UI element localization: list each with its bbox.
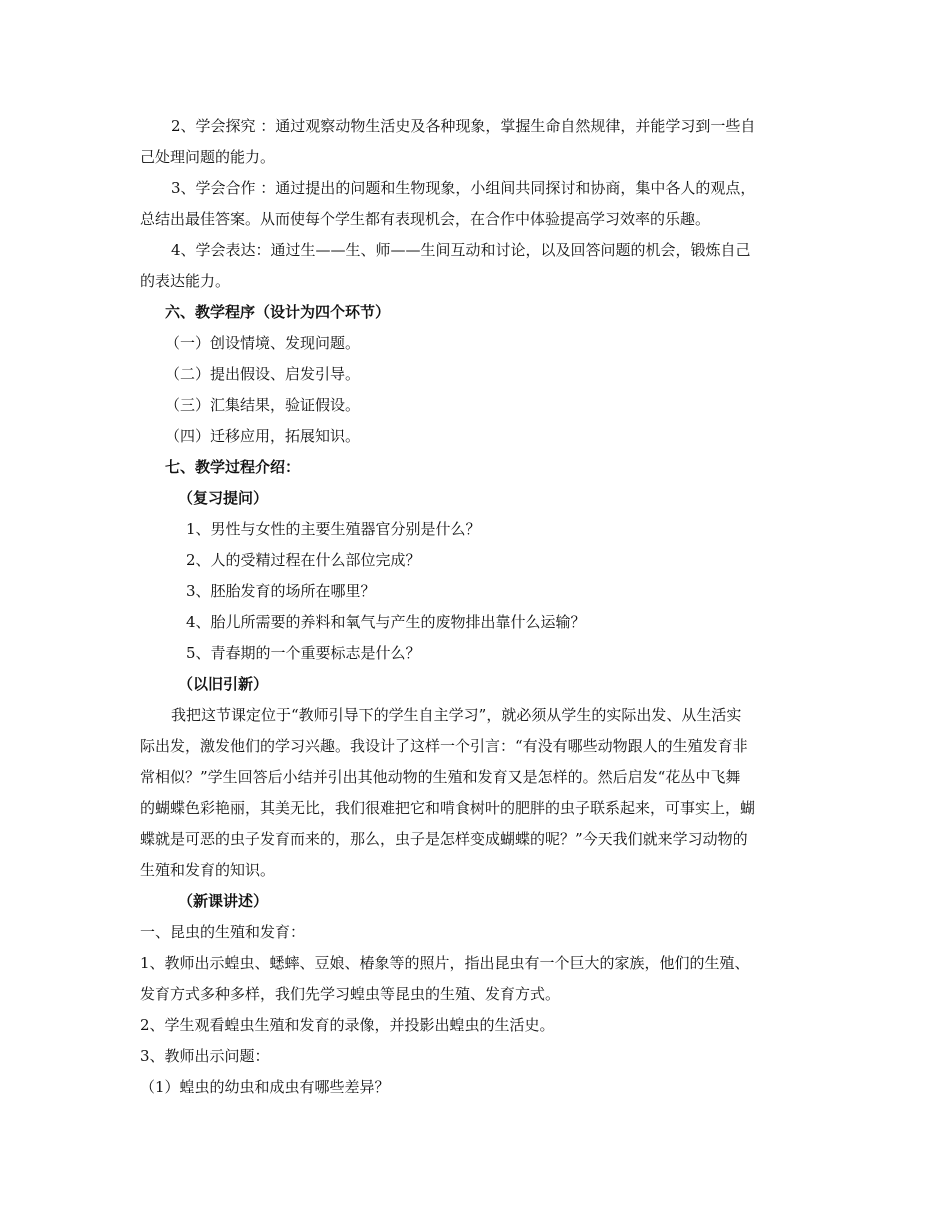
intro-paragraph-line-5: 蝶就是可恶的虫子发育而来的，那么，虫子是怎样变成蝴蝶的呢？”今天我们就来学习动物的 <box>140 830 748 848</box>
review-question-3: 3、胚胎发育的场所在哪里？ <box>186 582 376 600</box>
procedure-step-4: （四）迁移应用，拓展知识。 <box>165 427 361 445</box>
intro-paragraph-line-6: 生殖和发育的知识。 <box>140 861 276 879</box>
intro-paragraph-line-4: 的蝴蝶色彩艳丽，其美无比，我们很难把它和啃食树叶的肥胖的虫子联系起来，可事实上，蝴 <box>140 799 756 817</box>
section-heading-procedure: 六、教学程序（设计为四个环节） <box>165 303 391 321</box>
review-question-2: 2、人的受精过程在什么部位完成？ <box>186 551 421 569</box>
intro-paragraph-line-1: 我把这节课定位于“教师引导下的学生自主学习”，就必须从学生的实际出发、从生活实 <box>171 706 742 724</box>
review-question-1: 1、男性与女性的主要生殖器官分别是什么？ <box>186 520 481 538</box>
lesson-item-2: 2、学生观看蝗虫生殖和发育的录像，并投影出蝗虫的生活史。 <box>140 1016 555 1034</box>
paragraph-cooperation: 3、学会合作 ：通过提出的问题和生物现象，小组间共同探讨和协商，集中各人的观点， <box>171 179 756 197</box>
lesson-question-1: （1）蝗虫的幼虫和成虫有哪些差异？ <box>140 1078 390 1096</box>
procedure-step-1: （一）创设情境、发现问题。 <box>165 334 361 352</box>
paragraph-cooperation-cont: 总结出最佳答案。从而使每个学生都有表现机会，在合作中体验提高学习效率的乐趣。 <box>140 210 711 228</box>
intro-paragraph-line-2: 际出发，激发他们的学习兴趣。我设计了这样一个引言：“有没有哪些动物跟人的生殖发育非 <box>140 737 748 755</box>
procedure-step-3: （三）汇集结果，验证假设。 <box>165 396 361 414</box>
paragraph-inquiry-cont: 己处理问题的能力。 <box>140 148 276 166</box>
lesson-item-1-cont: 发育方式多种多样，我们先学习蝗虫等昆虫的生殖、发育方式。 <box>140 985 561 1003</box>
lesson-item-3: 3、教师出示问题： <box>140 1047 270 1065</box>
paragraph-expression: 4、学会表达：通过生——生、师——生间互动和讨论，以及回答问题的机会，锻炼自己 <box>171 241 751 259</box>
subheading-review: （复习提问） <box>178 489 269 507</box>
review-question-4: 4、胎儿所需要的养料和氧气与产生的废物排出靠什么运输？ <box>186 613 586 631</box>
procedure-step-2: （二）提出假设、启发引导。 <box>165 365 361 383</box>
paragraph-inquiry: 2、学会探究 ：通过观察动物生活史及各种现象，掌握生命自然规律，并能学习到一些自 <box>171 117 756 135</box>
lesson-section-insects: 一、昆虫的生殖和发育： <box>140 923 306 941</box>
lesson-item-1: 1、教师出示蝗虫、蟋蟀、豆娘、椿象等的照片，指出昆虫有一个巨大的家族，他们的生殖、 <box>140 954 750 972</box>
subheading-new-lesson: （新课讲述） <box>178 892 269 910</box>
paragraph-expression-cont: 的表达能力。 <box>140 272 231 290</box>
section-heading-process: 七、教学过程介绍： <box>165 458 301 476</box>
review-question-5: 5、青春期的一个重要标志是什么？ <box>186 644 421 662</box>
intro-paragraph-line-3: 常相似？”学生回答后小结并引出其他动物的生殖和发育又是怎样的。然后启发“花丛中飞舞 <box>140 768 741 786</box>
subheading-introduction: （以旧引新） <box>178 675 269 693</box>
